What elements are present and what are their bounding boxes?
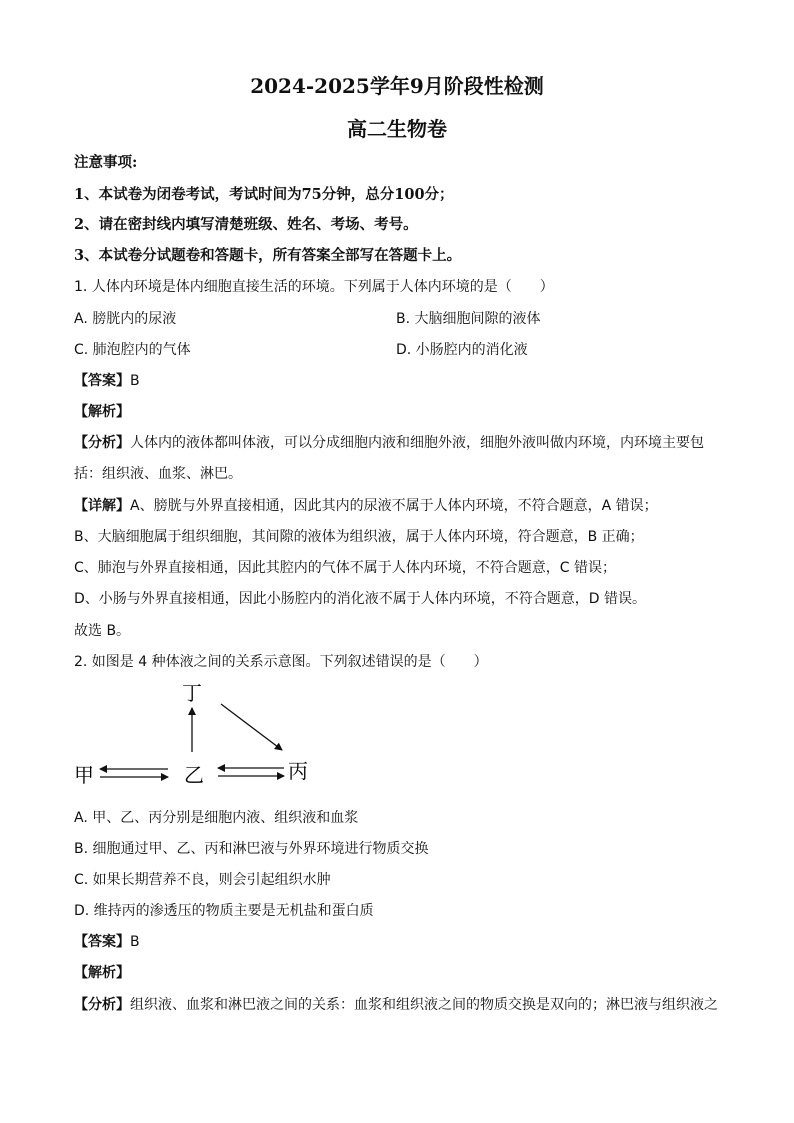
page-subtitle: 高二生物卷 <box>347 117 447 141</box>
q1-answer <box>74 370 140 390</box>
q2-stem: 2. 如图是 4 种体液之间的关系示意图。下列叙述错误的是（ ） <box>74 654 488 670</box>
q1-detail-c: C、肺泡与外界直接相通，因此其腔内的气体不属于人体内环境，不符合题意，C 错误； <box>74 560 616 576</box>
q2-option-c: C. 如果长期营养不良，则会引起组织水肿 <box>74 872 331 888</box>
fenxi-tag: 【分析】 <box>74 435 130 451</box>
fenxi-text: 组织液、血浆和淋巴液之间的关系：血浆和组织液之间的物质交换是双向的；淋巴液与组织液之 <box>130 997 718 1013</box>
q1-stem: 1. 人体内环境是体内细胞直接生活的环境。下列属于人体内环境的是（ ） <box>74 279 554 295</box>
arrow-ding-to-bing <box>221 704 282 750</box>
page-title: 2024-2025学年9月阶段性检测 <box>250 74 544 98</box>
q1-fenxi-cont: 括：组织液、血浆、淋巴。 <box>74 466 242 482</box>
q1-option-a: A. 膀胱内的尿液 <box>74 311 177 327</box>
q2-option-d: D. 维持丙的渗透压的物质主要是无机盐和蛋白质 <box>74 903 374 919</box>
analysis-tag: 【解析】 <box>74 404 130 420</box>
notice-item: 3、本试卷分试题卷和答题卡，所有答案全部写在答题卡上。 <box>74 247 462 264</box>
q2-fenxi <box>74 994 718 1014</box>
q1-detail <box>74 495 658 515</box>
notice-heading: 注意事项: <box>74 154 138 171</box>
body-fluid-diagram <box>74 676 334 792</box>
analysis-tag: 【解析】 <box>74 965 130 981</box>
label-bing: 丙 <box>288 759 308 783</box>
detail-tag: 【详解】 <box>74 498 130 514</box>
detail-text: A、膀胱与外界直接相通，因此其内的尿液不属于人体内环境，不符合题意，A 错误； <box>130 498 658 514</box>
q2-option-b: B. 细胞通过甲、乙、丙和淋巴液与外界环境进行物质交换 <box>74 841 429 857</box>
q1-fenxi <box>74 432 704 452</box>
q1-detail-b: B、大脑细胞属于组织细胞，其间隙的液体为组织液，属于人体内环境，符合题意，B 正确； <box>74 529 644 545</box>
notice-item: 1、本试卷为闭卷考试，考试时间为75分钟，总分100分； <box>74 186 454 203</box>
q1-option-c: C. 肺泡腔内的气体 <box>74 342 191 358</box>
fenxi-tag: 【分析】 <box>74 997 130 1013</box>
answer-value: B <box>130 934 140 950</box>
q2-option-a: A. 甲、乙、丙分别是细胞内液、组织液和血浆 <box>74 810 359 826</box>
q1-analysis-tag <box>74 401 130 421</box>
label-yi: 乙 <box>184 763 204 787</box>
q1-conclusion: 故选 B。 <box>74 623 131 639</box>
q1-option-b: B. 大脑细胞间隙的液体 <box>396 311 541 327</box>
q1-option-d: D. 小肠腔内的消化液 <box>396 342 528 358</box>
q1-detail-d: D、小肠与外界直接相通，因此小肠腔内的消化液不属于人体内环境，不符合题意，D 错误。 <box>74 591 647 607</box>
q2-analysis-tag <box>74 962 130 982</box>
answer-value: B <box>130 373 140 389</box>
q2-answer <box>74 931 140 951</box>
notice-item: 2、请在密封线内填写清楚班级、姓名、考场、考号。 <box>74 216 418 233</box>
label-jia: 甲 <box>74 763 94 787</box>
fenxi-text: 人体内的液体都叫体液，可以分成细胞内液和细胞外液，细胞外液叫做内环境，内环境主要包 <box>130 435 704 451</box>
answer-tag: 【答案】 <box>74 373 130 389</box>
label-ding: 丁 <box>182 681 202 705</box>
answer-tag: 【答案】 <box>74 934 130 950</box>
